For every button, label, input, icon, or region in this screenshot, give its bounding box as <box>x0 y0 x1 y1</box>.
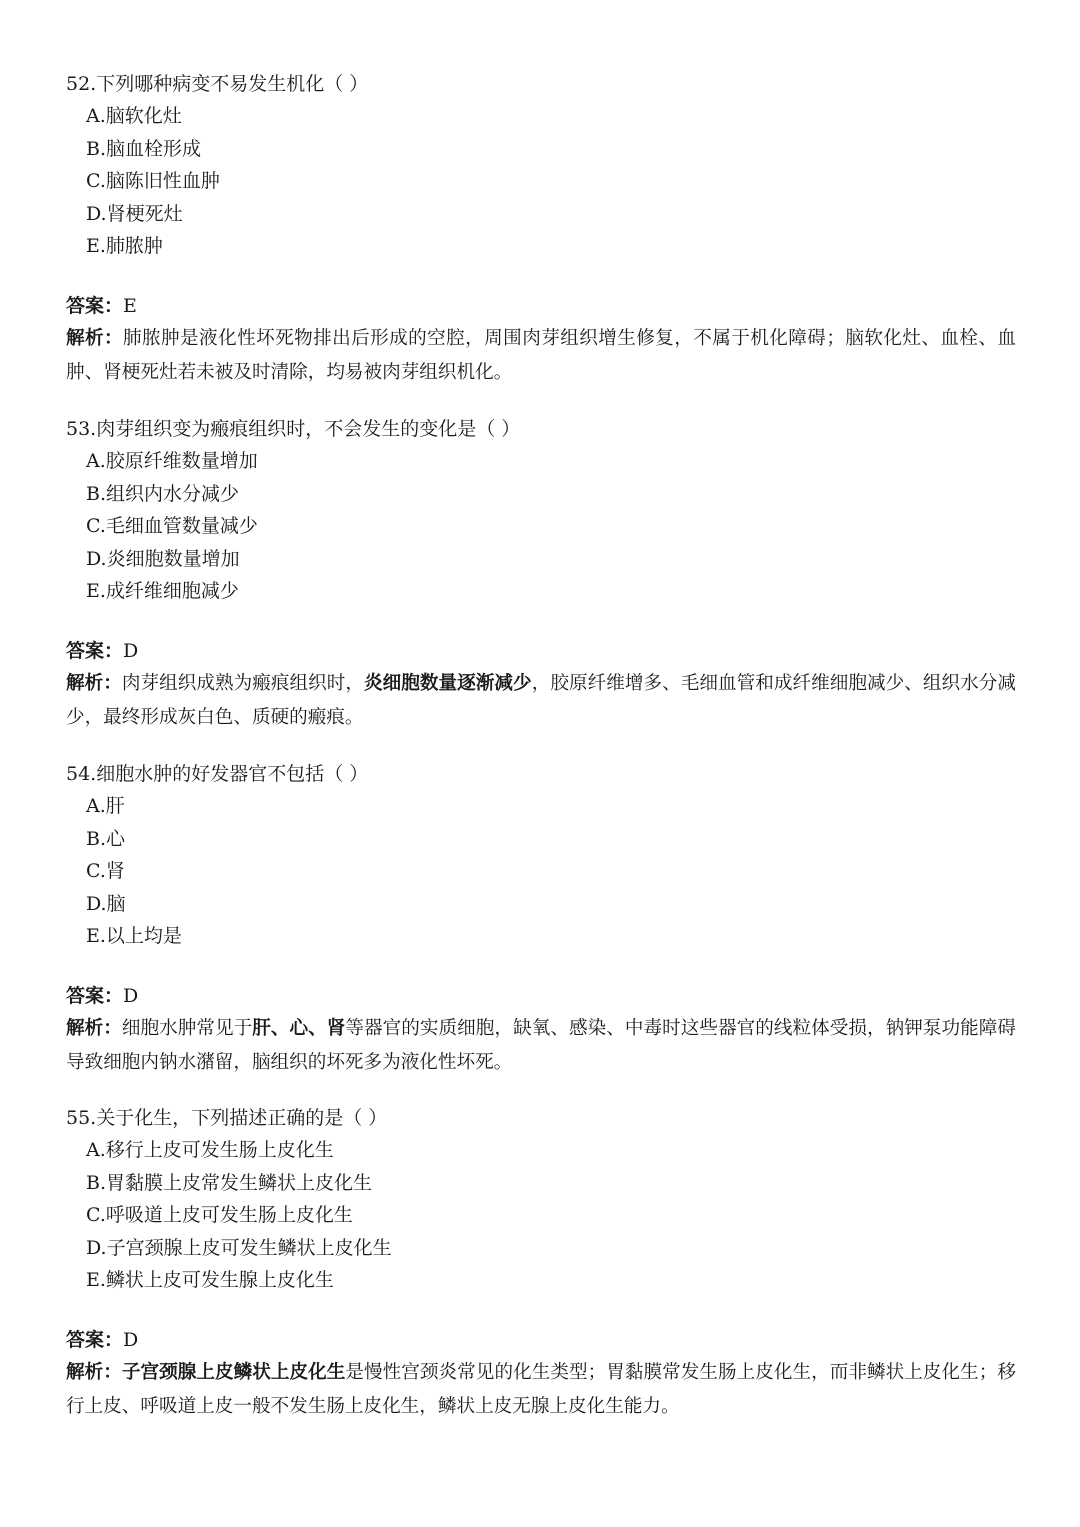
option-item: C.呼吸道上皮可发生肠上皮化生 <box>86 1204 353 1227</box>
option-item: B.脑血栓形成 <box>86 137 202 160</box>
option-item: E.以上均是 <box>86 925 182 948</box>
answer-line <box>66 635 1016 667</box>
answer-value: D <box>123 1328 139 1351</box>
analysis-text: 细胞水肿常见于 <box>121 1017 253 1039</box>
question-stem: 52.下列哪种病变不易发生机化（ ） <box>66 73 369 95</box>
option-item: E.成纤维细胞减少 <box>86 580 239 603</box>
option-item: E.鳞状上皮可发生腺上皮化生 <box>86 1269 334 1292</box>
answer-line <box>66 980 1016 1012</box>
analysis-text: 是慢性宫颈炎常见的化生类型；胃黏膜常发生肠上皮化生，而非鳞状上皮化生；移行上皮、呼吸道上皮一般不发生肠上皮化生，鳞状上皮无腺上皮化生能力。 <box>66 1361 1016 1417</box>
answer-value: E <box>123 294 137 317</box>
analysis-label: 解析： <box>66 1017 122 1039</box>
analysis-paragraph <box>66 1012 1016 1080</box>
option-item: B.组织内水分减少 <box>86 482 240 505</box>
question-52 <box>66 68 1016 390</box>
answer-value: D <box>123 639 139 662</box>
option-item: D.炎细胞数量增加 <box>86 547 240 570</box>
analysis-emphasis: 子宫颈腺上皮鳞状上皮化生 <box>121 1361 346 1383</box>
option-item: A.肝 <box>86 795 125 817</box>
analysis-paragraph <box>66 1356 1016 1424</box>
answer-line <box>66 1324 1016 1356</box>
option-list <box>66 445 1016 608</box>
option-item: E.肺脓肿 <box>86 235 163 258</box>
option-item: C.脑陈旧性血肿 <box>86 170 220 193</box>
question-55 <box>66 1102 1016 1424</box>
option-item: A.脑软化灶 <box>86 105 182 127</box>
question-stem: 54.细胞水肿的好发器官不包括（ ） <box>66 763 369 785</box>
option-item: B.胃黏膜上皮常发生鳞状上皮化生 <box>86 1171 373 1194</box>
answer-label: 答案： <box>66 294 124 317</box>
analysis-emphasis: 炎细胞数量逐渐减少 <box>364 672 532 694</box>
analysis-text: ，胶原纤维增多、毛细血管和成纤维细胞减少、组织水分减少，最终形成灰白色、质硬的瘢痕。 <box>66 672 1016 728</box>
answer-line <box>66 290 1016 322</box>
option-item: D.肾梗死灶 <box>86 202 183 225</box>
option-item: B.心 <box>86 827 126 850</box>
option-item: C.毛细血管数量减少 <box>86 515 258 538</box>
analysis-text: 肉芽组织成熟为瘢痕组织时， <box>121 672 365 694</box>
question-stem: 53.肉芽组织变为瘢痕组织时，不会发生的变化是（ ） <box>66 418 521 440</box>
analysis-paragraph <box>66 667 1016 735</box>
analysis-text: 肺脓肿是液化性坏死物排出后形成的空腔，周围肉芽组织增生修复，不属于机化障碍；脑软化灶、血栓、血肿、肾梗死灶若未被及时清除，均易被肉芽组织机化。 <box>66 327 1016 383</box>
question-53 <box>66 413 1016 735</box>
option-item: C.肾 <box>86 860 125 883</box>
answer-label: 答案： <box>66 1328 124 1351</box>
analysis-paragraph <box>66 322 1016 390</box>
answer-label: 答案： <box>66 639 124 662</box>
question-stem: 55.关于化生，下列描述正确的是（ ） <box>66 1107 388 1129</box>
option-list <box>66 100 1016 263</box>
option-item: A.胶原纤维数量增加 <box>86 450 258 472</box>
option-item: A.移行上皮可发生肠上皮化生 <box>86 1139 334 1161</box>
analysis-label: 解析： <box>66 327 124 349</box>
analysis-emphasis: 肝、心、肾 <box>252 1017 346 1039</box>
analysis-label: 解析： <box>66 672 122 694</box>
question-54 <box>66 758 1016 1080</box>
option-list <box>66 790 1016 953</box>
option-item: D.脑 <box>86 892 126 915</box>
answer-label: 答案： <box>66 984 124 1007</box>
option-list <box>66 1134 1016 1297</box>
analysis-text: 等器官的实质细胞，缺氧、感染、中毒时这些器官的线粒体受损，钠钾泵功能障碍导致细胞内钠水潴留，脑组织的坏死多为液化性坏死。 <box>66 1017 1016 1073</box>
option-item: D.子宫颈腺上皮可发生鳞状上皮化生 <box>86 1236 392 1259</box>
analysis-label: 解析： <box>66 1361 122 1383</box>
answer-value: D <box>123 984 139 1007</box>
